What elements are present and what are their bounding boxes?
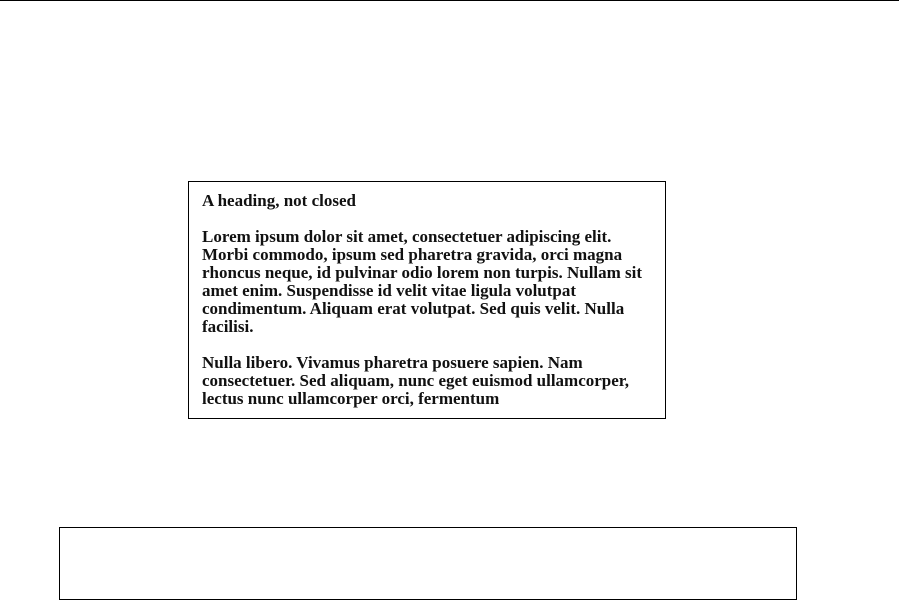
empty-box-frame[interactable] <box>59 527 797 600</box>
embedded-paragraph-1: Lorem ipsum dolor sit amet, consectetuer adipiscing elit. Morbi commodo, ipsum sed pharetra gravida, orci magna rhoncus neque, id pulvinar odio lorem non turpis. Nullam sit amet enim. Suspendisse id velit vitae ligula volutpat condimentum. Aliquam erat volutpat. Sed quis velit. Nulla facilisi. <box>202 227 643 336</box>
top-horizontal-rule <box>0 0 899 1</box>
embedded-heading: A heading, not closed <box>202 191 356 210</box>
embedded-document-frame[interactable] <box>188 181 666 419</box>
embedded-paragraph-2: Nulla libero. Vivamus pharetra posuere sapien. Nam consectetuer. Sed aliquam, nunc eget euismod ullamcorper, lectus nunc ullamcorper orci, fermentum <box>202 353 630 408</box>
embedded-document-content <box>189 182 665 408</box>
